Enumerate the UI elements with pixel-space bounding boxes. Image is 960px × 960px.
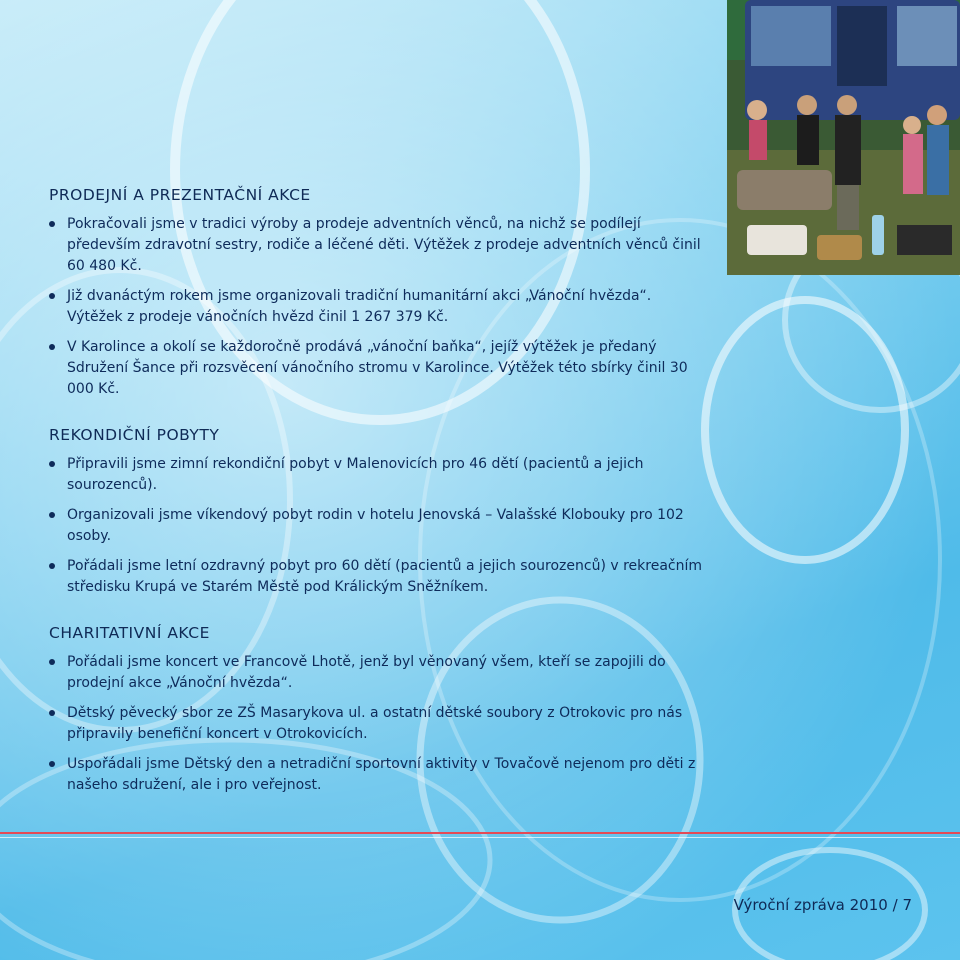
list-item: Pořádali jsme koncert ve Francově Lhotě, jenž byl věnovaný všem, kteří se zapojili do prodejní akce „Vánoční hvězda“. bbox=[49, 652, 709, 694]
section-heading: CHARITATIVNÍ AKCE bbox=[49, 624, 210, 642]
section-charity bbox=[49, 624, 709, 796]
page-number: 7 bbox=[902, 896, 912, 914]
group-photo bbox=[727, 0, 960, 275]
list-item: V Karolince a okolí se každoročně prodává „vánoční baňka“, jejíž výtěžek je předaný Sdružení Šance při rozsvěcení vánočního stromu v Karolince. Výtěžek této sbírky činil 30 000 Kč. bbox=[49, 337, 709, 400]
list-item: Pokračovali jsme v tradici výroby a prodeje adventních věnců, na nichž se podílejí především zdravotní sestry, rodiče a léčené děti. Výtěžek z prodeje adventních věnců činil 60 480 Kč. bbox=[49, 214, 709, 277]
content-column bbox=[49, 186, 709, 822]
list-item: Připravili jsme zimní rekondiční pobyt v Malenovicích pro 46 dětí (pacientů a jejich sourozenců). bbox=[49, 454, 709, 496]
footer-separator: / bbox=[892, 896, 898, 914]
section-heading: REKONDIČNÍ POBYTY bbox=[49, 426, 220, 444]
bullet-list bbox=[49, 652, 709, 796]
list-item: Uspořádali jsme Dětský den a netradiční sportovní aktivity v Tovačově nejenom pro děti z našeho sdružení, ale i pro veřejnost. bbox=[49, 754, 709, 796]
report-title: Výroční zpráva 2010 bbox=[733, 896, 888, 914]
page-footer bbox=[734, 896, 912, 914]
section-recondition bbox=[49, 426, 709, 598]
bullet-list bbox=[49, 454, 709, 598]
section-heading: PRODEJNÍ A PREZENTAČNÍ AKCE bbox=[49, 186, 311, 204]
accent-divider bbox=[0, 832, 960, 834]
bullet-list bbox=[49, 214, 709, 400]
thin-divider bbox=[0, 837, 960, 838]
section-sales bbox=[49, 186, 709, 400]
list-item: Dětský pěvecký sbor ze ZŠ Masarykova ul. a ostatní dětské soubory z Otrokovic pro nás připravily benefiční koncert v Otrokovicích. bbox=[49, 703, 709, 745]
list-item: Organizovali jsme víkendový pobyt rodin v hotelu Jenovská – Valašské Klobouky pro 102 osoby. bbox=[49, 505, 709, 547]
list-item: Pořádali jsme letní ozdravný pobyt pro 60 dětí (pacientů a jejich sourozenců) v rekreačním středisku Krupá ve Starém Městě pod Králickým Sněžníkem. bbox=[49, 556, 709, 598]
list-item: Již dvanáctým rokem jsme organizovali tradiční humanitární akci „Vánoční hvězda“. Výtěžek z prodeje vánočních hvězd činil 1 267 379 Kč. bbox=[49, 286, 709, 328]
